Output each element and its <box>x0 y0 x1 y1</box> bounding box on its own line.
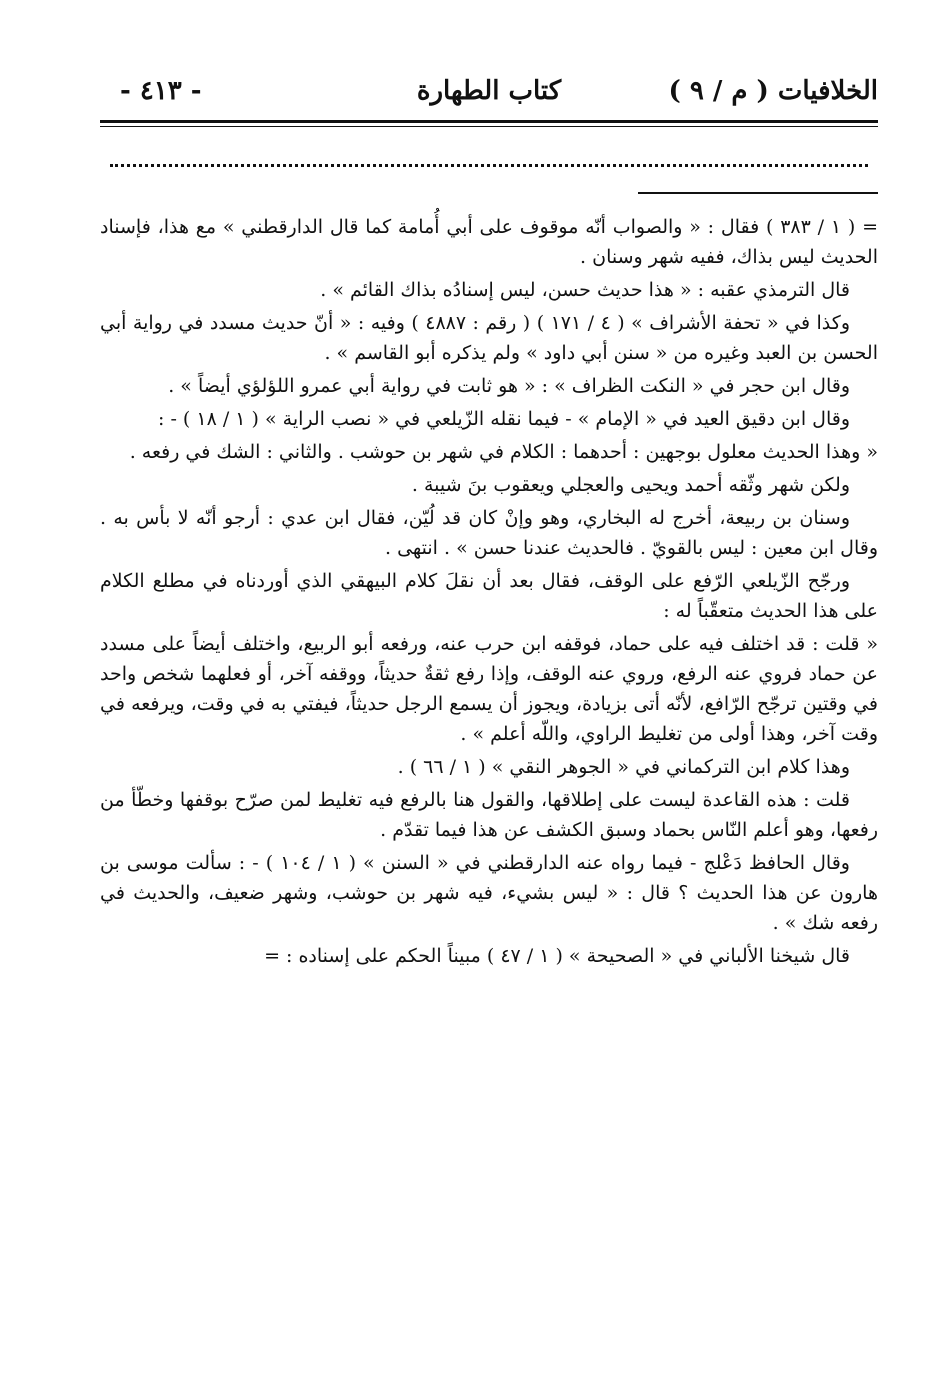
paragraph: وقال الحافظ دَعْلج - فيما رواه عنه الدارقطني في « السنن » ( ١ / ١٠٤ ) - : سألت موسى بن هارون عن هذا الحديث ؟ قال : « ليس بشيء، فيه شهر بن حوشب، وشهر ضعيف، والحديث في رفعه شك » . <box>100 852 878 935</box>
page-number: - ٤١٣ - <box>120 76 202 106</box>
paragraph: = ( ١ / ٣٨٣ ) فقال : « والصواب أنّه موقوف على أبي أُمامة كما قال الدارقطني » مع هذا، فإسناد الحديث ليس بذاك، ففيه شهر وسنان . <box>100 216 878 269</box>
paragraph: وسنان بن ربيعة، أخرج له البخاري، وهو وإنْ كان قد لُيّن، فقال ابن عدي : أرجو أنّه لا بأس به . وقال ابن معين : ليس بالقويّ . فالحديث عندنا حسن » . انتهى . <box>100 507 878 560</box>
dotted-separator <box>110 148 868 167</box>
paragraph: وقال ابن حجر في « النكت الظراف » : « هو ثابت في رواية أبي عمرو اللؤلؤي أيضاً » . <box>168 375 850 398</box>
paragraph: وكذا في « تحفة الأشراف » ( ٤ / ١٧١ ) ( رقم : ٤٨٨٧ ) وفيه : « أنّ حديث مسدد في رواية أبي الحسن بن العبد وغيره من « سنن أبي داود » ولم يذكره أبو القاسم » . <box>100 312 878 365</box>
volume-label: الخلافيات ( م / ٩ ) <box>668 76 878 106</box>
paragraph: ولكن شهر وثّقه أحمد ويحيى والعجلي ويعقوب بنَ شيبة . <box>411 474 850 497</box>
paragraph: وقال ابن دقيق العيد في « الإمام » - فيما نقله الزّيلعي في « نصب الراية » ( ١ / ١٨ ) - : <box>158 408 850 431</box>
page-header <box>100 62 878 122</box>
paragraph: « وهذا الحديث معلول بوجهين : أحدهما : الكلام في شهر بن حوشب . والثاني : الشك في رفعه . <box>129 441 878 464</box>
footnote-rule <box>638 192 878 194</box>
paragraph: ورجّح الزّيلعي الرّفع على الوقف، فقال بعد أن نقلَ كلام البيهقي الذي أوردناه في مطلع الكلام على هذا الحديث متعقّباً له : <box>100 570 878 623</box>
paragraph: قال شيخنا الألباني في « الصحيحة » ( ١ / ٤٧ ) مبيناً الحكم على إسناده : = <box>264 945 850 968</box>
book-page <box>100 62 878 1352</box>
paragraph: قلت : هذه القاعدة ليست على إطلاقها، والقول هنا بالرفع فيه تغليط لمن صرّح بوقفها وخطّأ من رفعها، وهو أعلم النّاس بحماد وسبق الكشف عن هذا فيما تقدّم . <box>100 789 878 842</box>
footnote-text <box>100 212 878 974</box>
chapter-title: كتاب الطهارة <box>416 76 562 106</box>
header-rule-thick <box>100 120 878 123</box>
header-rule-thin <box>100 126 878 127</box>
paragraph: « قلت : قد اختلف فيه على حماد، فوقفه ابن حرب عنه، ورفعه أبو الربيع، واختلف أيضاً على مسدد عن حماد فروي عنه الرفع، وروي عنه الوقف، وإذا رفع ثقةٌ حديثاً، ووقفه آخر، أو فعلهما شخص واحد في وقتين ترجّح الرّافع، لأنّه أتى بزيادة، ويجوز أن يسمع الرجل حديثاً، فيفتي به في وقت، ويرفعه في وقت آخر، وهذا أولى من تغليط الراوي، واللّه أعلم » . <box>100 633 878 746</box>
paragraph: قال الترمذي عقبه : « هذا حديث حسن، ليس إسنادُه بذاك القائم » . <box>320 279 850 302</box>
paragraph: وهذا كلام ابن التركماني في « الجوهر النقي » ( ١ / ٦٦ ) . <box>397 756 850 779</box>
